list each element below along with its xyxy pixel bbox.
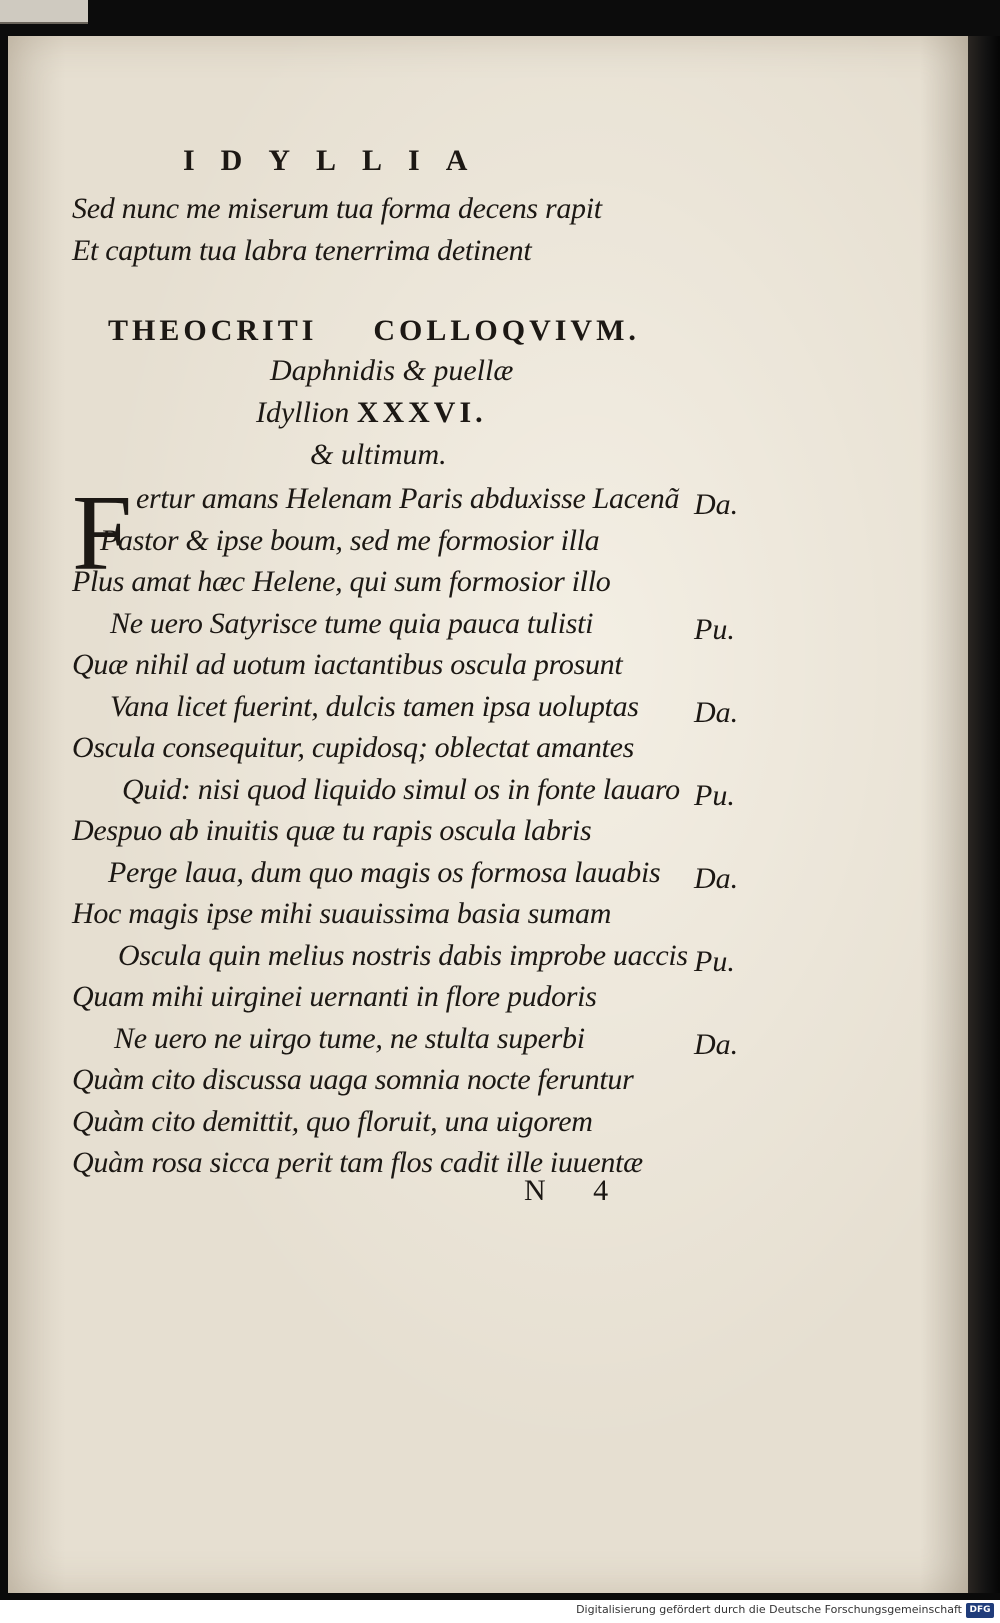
speaker-label: Pu. xyxy=(694,779,735,812)
verse-line: ertur amans Helenam Paris abduxisse Lacenã xyxy=(136,482,680,515)
scan-top-border xyxy=(0,0,1000,40)
speaker-label: Da. xyxy=(694,696,739,729)
footer-credit: Digitalisierung gefördert durch die Deutsche Forschungsgemeinschaft xyxy=(576,1603,962,1616)
verse-line: Quàm rosa sicca perit tam flos cadit ille iuuentæ xyxy=(72,1146,643,1179)
verse-line: Plus amat hæc Helene, qui sum formosior illo xyxy=(72,565,611,598)
speaker-label: Da. xyxy=(694,488,739,521)
verse-line: Ne uero ne uirgo tume, ne stulta superbi xyxy=(114,1022,585,1055)
opening-line-1: Sed nunc me miserum tua forma decens rapit xyxy=(72,192,602,225)
speaker-label: Da. xyxy=(694,862,739,895)
scan-ruler-chip xyxy=(0,0,88,24)
title-numeral: XXXVI. xyxy=(356,396,487,429)
digitization-footer xyxy=(0,1600,1000,1623)
title-theocriti: THEOCRITI xyxy=(108,314,318,347)
speaker-label: Pu. xyxy=(694,613,735,646)
page-edge-shadow xyxy=(968,36,1000,1593)
title-colloquium: COLLOQVIVM. xyxy=(373,314,640,347)
verse-line: Oscula consequitur, cupidosq; oblectat amantes xyxy=(72,731,634,764)
dfg-logo: DFG xyxy=(966,1603,994,1618)
verse-line: Despuo ab inuitis quæ tu rapis oscula labris xyxy=(72,814,592,847)
speaker-label: Da. xyxy=(694,1028,739,1061)
verse-line: Perge laua, dum quo magis os formosa lauabis xyxy=(108,856,661,889)
verse-line: Quam mihi uirginei uernanti in flore pudoris xyxy=(72,980,597,1013)
verse-line: Quid: nisi quod liquido simul os in fonte lauaro xyxy=(122,773,680,806)
title-line-1 xyxy=(108,314,640,348)
running-head: IDYLLIA xyxy=(183,144,494,177)
opening-line-2: Et captum tua labra tenerrima detinent xyxy=(72,234,532,267)
verse-line: Ne uero Satyrisce tume quia pauca tulisti xyxy=(110,607,594,640)
verse-line: Quàm cito discussa uaga somnia nocte feruntur xyxy=(72,1063,634,1096)
verse-line: Pastor & ipse boum, sed me formosior illa xyxy=(100,524,600,557)
title-line-2: Daphnidis & puellæ xyxy=(270,354,514,387)
title-idyllion: Idyllion xyxy=(256,396,350,429)
verse-line: Hoc magis ipse mihi suauissima basia sumam xyxy=(72,897,612,930)
verse-line: Quæ nihil ad uotum iactantibus oscula prosunt xyxy=(72,648,623,681)
verse-line: Quàm cito demittit, quo floruit, una uigorem xyxy=(72,1105,593,1138)
title-line-4: & ultimum. xyxy=(310,438,447,471)
verse-line: Oscula quin melius nostris dabis improbe uaccis xyxy=(118,939,688,972)
speaker-label: Pu. xyxy=(694,945,735,978)
title-line-3 xyxy=(256,396,487,430)
drop-initial: F xyxy=(72,474,133,593)
verse-line: Vana licet fuerint, dulcis tamen ipsa uoluptas xyxy=(110,690,639,723)
book-page xyxy=(8,36,968,1593)
signature-mark: N 4 xyxy=(524,1174,629,1207)
